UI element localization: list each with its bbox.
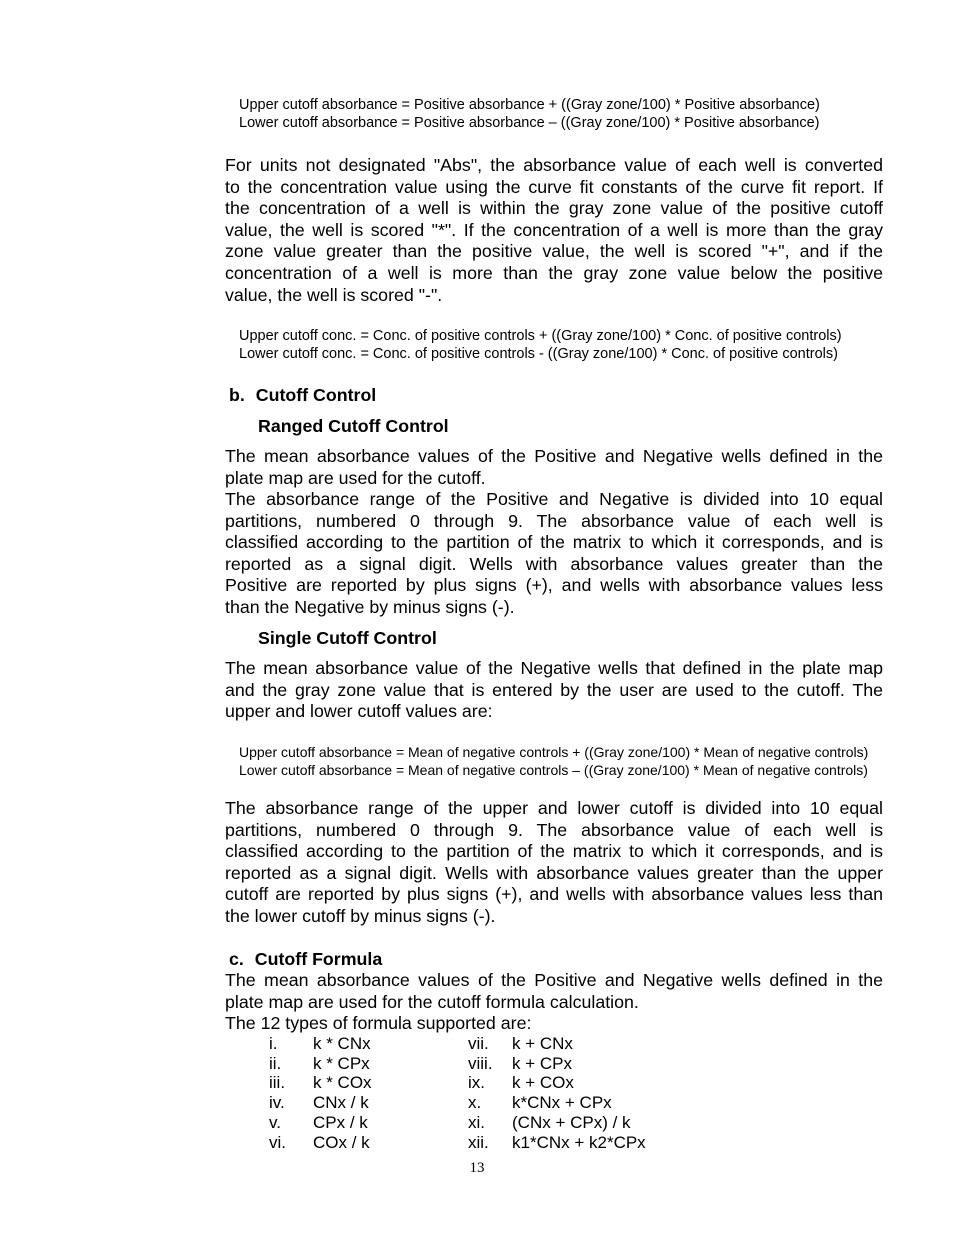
list-text: k * CNx: [313, 1034, 371, 1053]
paragraph-single-2: [225, 798, 883, 928]
subheading-ranged-cutoff: Ranged Cutoff Control: [258, 416, 449, 436]
paragraph-ranged-2: [225, 489, 883, 619]
formula-block-positive-absorbance: [239, 96, 919, 132]
text-line: the lower cutoff by minus signs (-).: [225, 905, 496, 926]
text-line: than the Negative by minus signs (-).: [225, 596, 515, 617]
list-number: vi.: [269, 1133, 286, 1152]
text-line: Positive are reported by plus signs (+), and wells with absorbance values less: [225, 575, 883, 596]
text-line: upper and lower cutoff values are:: [225, 701, 493, 722]
text-line: plate map are used for the cutoff formula calculation.: [225, 991, 639, 1012]
formula-lower: Lower cutoff conc. = Conc. of positive controls - ((Gray zone/100) * Conc. of positive controls): [239, 346, 838, 362]
text-line: the concentration of a well is within the gray zone value of the positive cutoff: [225, 198, 883, 219]
list-number: i.: [269, 1034, 278, 1053]
subheading-single-cutoff: Single Cutoff Control: [258, 628, 437, 648]
text-line: The 12 types of formula supported are:: [225, 1013, 532, 1034]
formula-block-negative-controls: [239, 743, 919, 779]
list-text: k + CPx: [512, 1054, 572, 1073]
text-line: classified according to the partition of the matrix to which it corresponds, and is: [225, 841, 883, 862]
paragraph-cutoff-formula: [225, 970, 883, 1035]
formula-block-concentration: [239, 327, 939, 363]
list-number: ii.: [269, 1054, 282, 1073]
text-line: The absorbance range of the Positive and Negative is divided into 10 equal: [225, 489, 883, 509]
text-line: The mean absorbance values of the Positive and Negative wells defined in the: [225, 446, 883, 466]
text-line: The mean absorbance values of the Positive and Negative wells defined in the: [225, 970, 883, 990]
formula-upper: Upper cutoff absorbance = Positive absorbance + ((Gray zone/100) * Positive absorbance): [239, 97, 820, 113]
section-title: Cutoff Control: [255, 385, 377, 405]
text-line: reported as a signal digit. Wells with absorbance values greater than the: [225, 553, 883, 574]
list-text: (CNx + CPx) / k: [512, 1113, 631, 1132]
formula-lower: Lower cutoff absorbance = Mean of negative controls – ((Gray zone/100) * Mean of negative controls): [239, 762, 868, 778]
list-number: iv.: [269, 1093, 285, 1112]
list-text: k + COx: [512, 1073, 574, 1092]
text-line: plate map are used for the cutoff.: [225, 467, 486, 488]
section-label: c.: [229, 949, 244, 969]
section-heading-c: [229, 948, 382, 970]
list-text: k + CNx: [512, 1034, 573, 1053]
list-number: iii.: [269, 1073, 286, 1092]
list-text: COx / k: [313, 1133, 370, 1152]
text-line: reported as a signal digit. Wells with absorbance values greater than the upper: [225, 862, 883, 883]
section-title: Cutoff Formula: [254, 949, 383, 969]
text-line: partitions, numbered 0 through 9. The absorbance value of each well is: [225, 819, 883, 840]
text-line: cutoff are reported by plus signs (+), and wells with absorbance values less than: [225, 884, 883, 905]
section-label: b.: [229, 385, 245, 405]
text-line: and the gray zone value that is entered by the user are used to the cutoff. The: [225, 679, 883, 700]
list-number: x.: [468, 1093, 482, 1112]
list-text: CPx / k: [313, 1113, 368, 1132]
list-number: xii.: [468, 1133, 489, 1152]
text-line: partitions, numbered 0 through 9. The absorbance value of each well is: [225, 510, 883, 531]
list-number: xi.: [468, 1113, 485, 1132]
text-line: For units not designated "Abs", the absorbance value of each well is converted: [225, 155, 883, 175]
paragraph-single-1: [225, 658, 883, 723]
text-line: classified according to the partition of the matrix to which it corresponds, and is: [225, 532, 883, 553]
text-line: The absorbance range of the upper and lower cutoff is divided into 10 equal: [225, 798, 883, 818]
list-text: k * CPx: [313, 1054, 370, 1073]
list-text: CNx / k: [313, 1093, 369, 1112]
list-number: vii.: [468, 1034, 489, 1053]
text-line: The mean absorbance value of the Negative wells that defined in the plate map: [225, 658, 883, 678]
list-number: ix.: [468, 1073, 485, 1092]
paragraph-concentration: [225, 155, 883, 306]
text-line: concentration of a well is more than the gray zone value below the positive: [225, 262, 883, 283]
list-text: k*CNx + CPx: [512, 1093, 612, 1112]
section-heading-b: [229, 384, 376, 406]
formula-lower: Lower cutoff absorbance = Positive absorbance – ((Gray zone/100) * Positive absorbance): [239, 115, 820, 131]
formula-upper: Upper cutoff absorbance = Mean of negative controls + ((Gray zone/100) * Mean of negative controls): [239, 744, 869, 760]
list-text: k1*CNx + k2*CPx: [512, 1133, 646, 1152]
text-line: to the concentration value using the curve fit constants of the curve fit report. If: [225, 176, 883, 197]
text-line: value, the well is scored "-".: [225, 284, 443, 305]
list-number: v.: [269, 1113, 281, 1132]
formula-upper: Upper cutoff conc. = Conc. of positive controls + ((Gray zone/100) * Conc. of positive controls): [239, 328, 842, 344]
list-number: viii.: [468, 1054, 493, 1073]
list-text: k * COx: [313, 1073, 372, 1092]
page-number: 13: [469, 1160, 485, 1176]
paragraph-ranged-1: [225, 446, 883, 489]
text-line: zone value greater than the positive value, the well is scored "+", and if the: [225, 241, 883, 262]
text-line: value, the well is scored "*". If the concentration of a well is more than the gray: [225, 219, 883, 240]
